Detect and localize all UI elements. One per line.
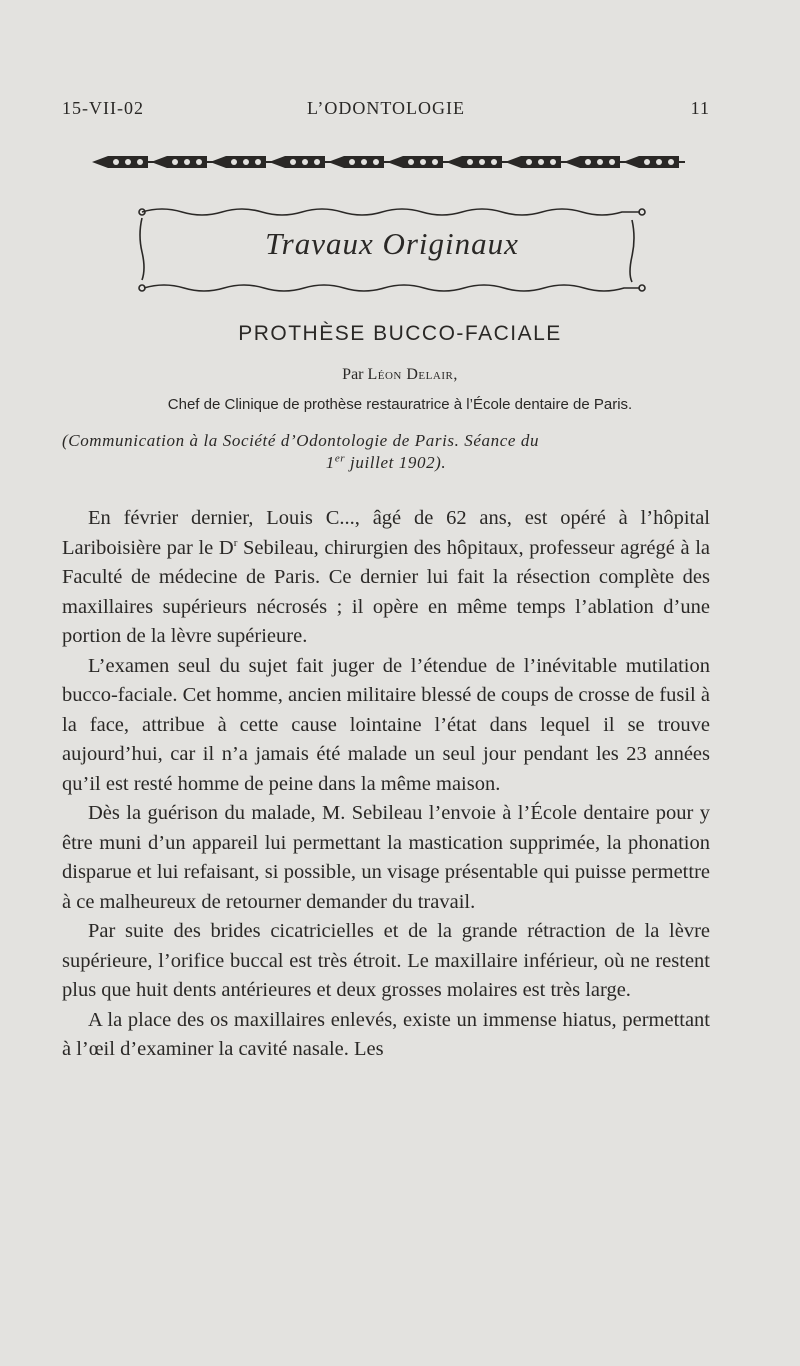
paragraph: En février dernier, Louis C..., âgé de 62 ans, est opéré à l’hôpital Lariboisière par le $D^r$ Sebileau, chirurgien des hôpitaux, professeur agrégé à la Faculté de médecine de Paris. Ce dernier lui fait la résection complète des maxillaires supérieurs nécrosés ; il opère en même temps l’ablation d’une portion de la lèvre supérieure. bbox=[62, 507, 711, 647]
author-name: Léon Delair, bbox=[367, 366, 458, 383]
author-affiliation: Chef de Clinique de prothèse restauratrice à l’École dentaire de Paris. bbox=[167, 396, 633, 413]
paragraph: Dès la guérison du malade, M. Sebileau l’envoie à l’École dentaire pour y être muni d’un appareil lui permettant la mastication supprimée, la phonation disparue et lui refaisant, si possible, un visage présentable qui puisse permettre à ce malheureux de retourner demander du travail. bbox=[62, 802, 710, 913]
running-head bbox=[62, 98, 710, 126]
paragraph: L’examen seul du sujet fait juger de l’étendue de l’inévitable mutilation bucco-faciale. Cet homme, ancien militaire blessé de coups de crosse de fusil à la face, attribue à cette cause lointaine l’état dans lequel il se trouve aujourd’hui, car il n’a jamais été malade un seul jour pendant les 23 années qu’il est resté homme de peine dans la même maison. bbox=[62, 654, 710, 795]
paragraph: A la place des os maxillaires enlevés, existe un immense hiatus, permettant à l’œil d’examiner la cavité nasale. Les bbox=[62, 1008, 710, 1060]
byline bbox=[0, 366, 800, 384]
communication-date: 1er juillet 1902). bbox=[325, 452, 447, 472]
page-number: 11 bbox=[690, 98, 710, 118]
communication-note bbox=[62, 430, 710, 474]
issue-date: 15-VII-02 bbox=[62, 98, 144, 118]
paragraph: Par suite des brides cicatricielles et de la grande rétraction de la lèvre supérieure, l’orifice buccal est très étroit. Le maxillaire inférieur, où ne restent plus que huit dents antérieures et deux grosses molaires est très large. bbox=[62, 920, 710, 1001]
article-body bbox=[62, 504, 710, 1065]
communication-line: (Communication à la Société d’Odontologie de Paris. Séance du bbox=[62, 431, 540, 450]
article-title: PROTHÈSE BUCCO-FACIALE bbox=[238, 322, 562, 345]
journal-title: L’ODONTOLOGIE bbox=[307, 98, 465, 118]
ornamental-rule bbox=[90, 150, 690, 174]
section-heading: Travaux Originaux bbox=[265, 226, 519, 261]
byline-prefix: Par bbox=[342, 366, 364, 383]
